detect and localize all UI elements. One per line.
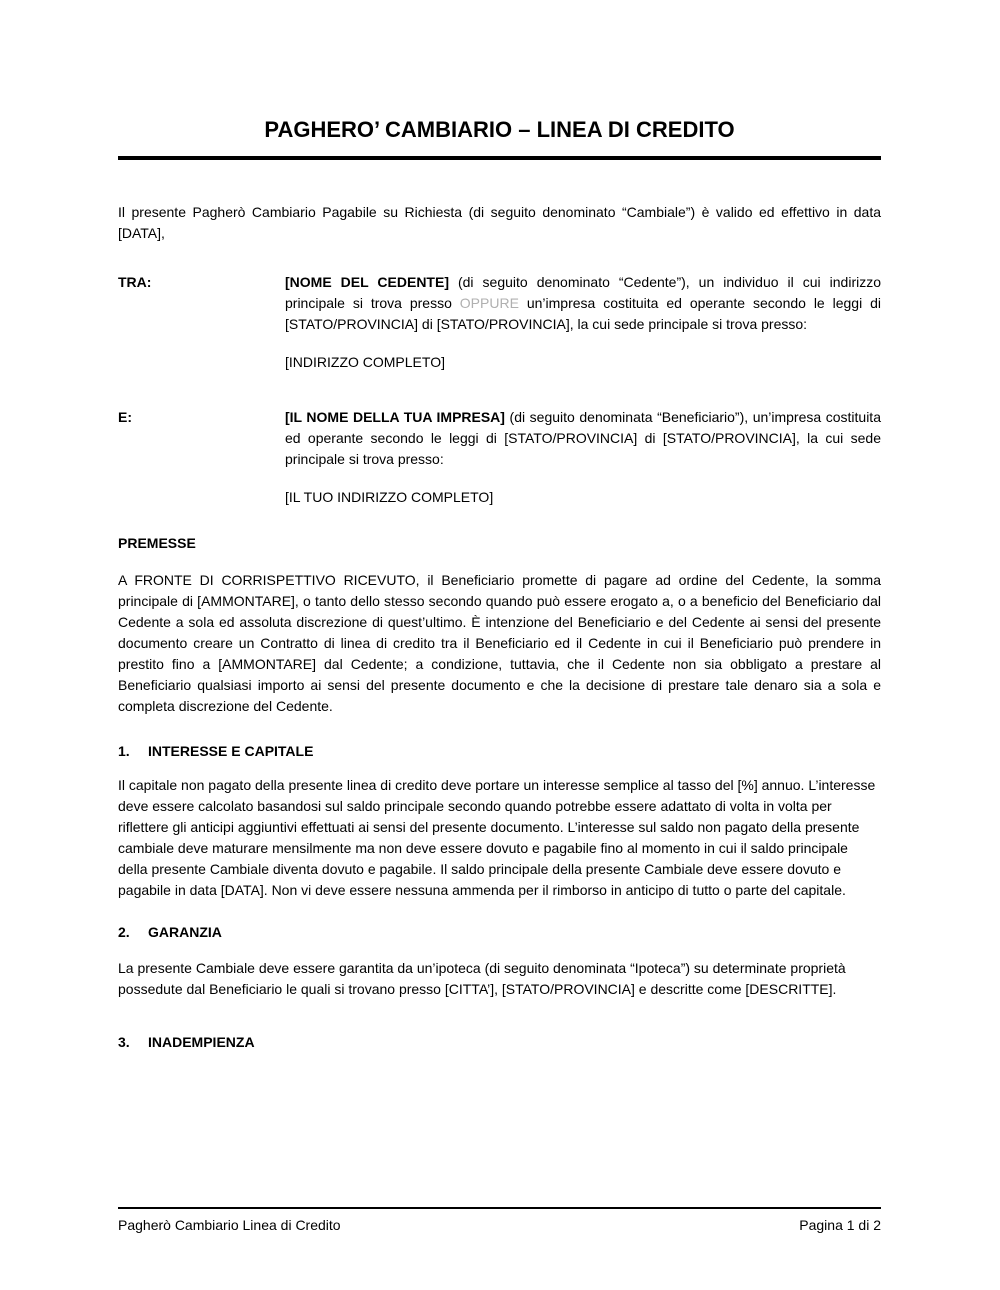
section-3-heading (118, 1032, 881, 1053)
party-block-e (118, 407, 881, 508)
party-address-tra: [INDIRIZZO COMPLETO] (285, 354, 445, 370)
cedente-name-placeholder: [NOME DEL CEDENTE] (285, 274, 449, 290)
party-text-after-or: un’impresa costituita ed operante secondo le leggi di [STATO/PROVINCIA] di [STATO/PROVINCIA], la cui sede principale si trova presso: (285, 295, 881, 332)
party-text-before-or: (di seguito denominato “Cedente”), un individuo il cui indirizzo principale si trova presso (285, 274, 882, 311)
section-2-title: GARANZIA (148, 924, 222, 940)
party-address-e: [IL TUO INDIRIZZO COMPLETO] (285, 489, 494, 505)
section-1-body: Il capitale non pagato della presente linea di credito deve portare un interesse semplice al tasso del [%] annuo. L’interesse deve essere calcolato basandosi sul saldo principale secondo quando potrebbe essere adattato di volta in volta per riflettere gli anticipi aggiuntivi effettuati ai sensi del presente documento. L’interesse sul saldo non pagato della presente cambiale deve maturare mensilmente ma non deve essere dovuto e pagabile fino al momento in cui il saldo principale della presente Cambiale diventa dovuto e pagabile. Il saldo principale della presente Cambiale deve essere dovuto e pagabile in data [DATA]. Non vi deve essere nessuna ammenda per il rimborso in anticipo di tutto o parte del capitale. (118, 777, 876, 898)
party-label-e: E: (118, 409, 132, 425)
document-title: PAGHERO’ CAMBIARIO – LINEA DI CREDITO (264, 117, 735, 142)
party-block-tra (118, 272, 881, 373)
section-inadempienza (118, 1032, 881, 1053)
page-footer (118, 1207, 881, 1236)
beneficiario-name-placeholder: [IL NOME DELLA TUA IMPRESA] (285, 409, 505, 425)
premesse-paragraph: A FRONTE DI CORRISPETTIVO RICEVUTO, il Beneficiario promette di pagare ad ordine del Cedente, la somma principale di [AMMONTARE], o tanto dello stesso secondo quando può essere erogato a, o a beneficio del Beneficiario dal Cedente a sola ed assoluta discrezione di quest’ultimo. È intenzione del Beneficiario e del Cedente ai sensi del presente documento creare un Contratto di linea di credito tra il Beneficiario ed il Cedente in cui il Beneficiario può prendere in prestito fino a [AMMONTARE] dal Cedente; a condizione, tuttavia, che il Cedente non sia obbligato a prestare al Beneficiario qualsiasi importo ai sensi del presente documento e che la decisione di prestare tale denaro sia a sola e completa discrezione del Cedente. (118, 572, 881, 714)
party-content-tra (285, 272, 881, 373)
premesse-heading: PREMESSE (118, 535, 196, 551)
party-text-tra (285, 272, 881, 335)
party-text-e-rest: (di seguito denominata “Beneficiario”), un’impresa costituita ed operante secondo le leggi di [STATO/PROVINCIA] di [STATO/PROVINCIA], la cui sede principale si trova presso: (285, 409, 881, 467)
section-garanzia (118, 922, 881, 1000)
title-rule (118, 156, 881, 160)
oppure-word: OPPURE (459, 295, 519, 311)
intro-paragraph: Il presente Pagherò Cambiario Pagabile su Richiesta (di seguito denominato “Cambiale”) è valido ed effettivo in data [DATA], (118, 204, 881, 241)
party-label-tra: TRA: (118, 274, 152, 290)
footer-page-number: Pagina 1 di 2 (799, 1217, 881, 1233)
section-1-title: INTERESSE E CAPITALE (148, 743, 314, 759)
section-2-number: 2. (118, 924, 130, 940)
party-text-e (285, 407, 881, 470)
section-3-title: INADEMPIENZA (148, 1034, 255, 1050)
party-content-e (285, 407, 881, 508)
section-2-body: La presente Cambiale deve essere garantita da un’ipoteca (di seguito denominata “Ipoteca”) su determinate proprietà possedute dal Beneficiario le quali si trovano presso [CITTA’], [STATO/PROVINCIA] e descritte come [DESCRITTE]. (118, 960, 846, 997)
section-1-number: 1. (118, 743, 130, 759)
section-3-number: 3. (118, 1034, 130, 1050)
section-2-heading (118, 922, 881, 943)
section-1-heading (118, 741, 881, 762)
section-interesse-e-capitale (118, 741, 881, 901)
footer-document-name: Pagherò Cambiario Linea di Credito (118, 1217, 341, 1233)
